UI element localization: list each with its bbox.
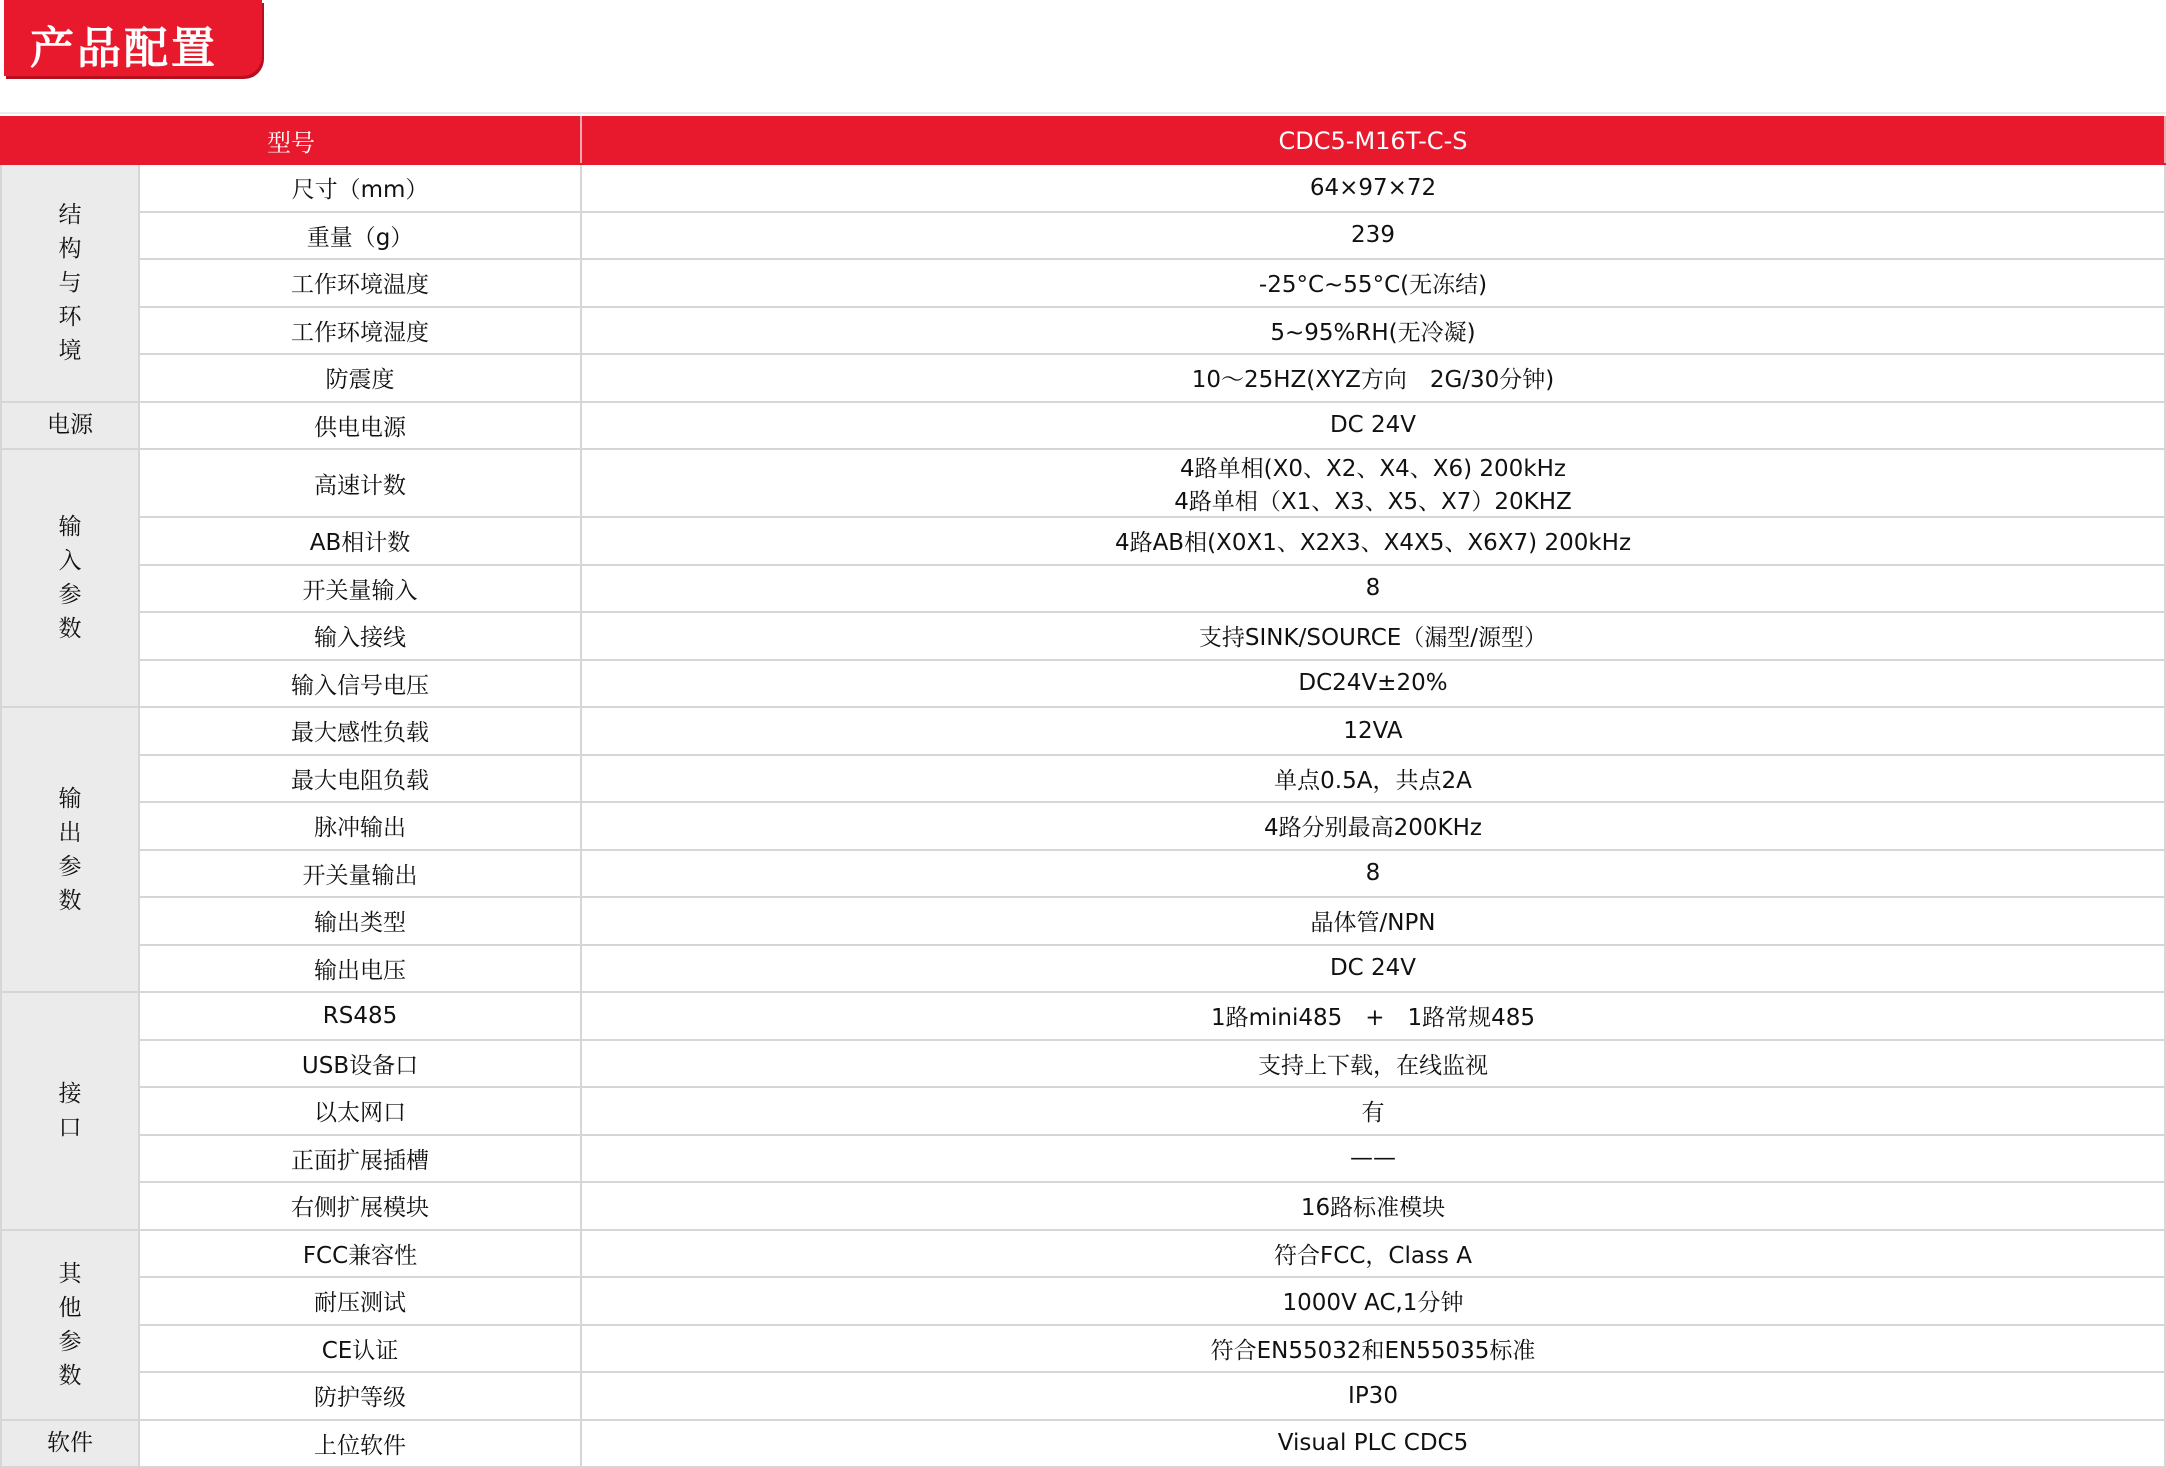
row-label: 上位软件 <box>139 1420 581 1468</box>
row-label: AB相计数 <box>139 517 581 565</box>
section-title-badge <box>4 0 262 76</box>
row-label: 供电电源 <box>139 402 581 450</box>
row-value: DC 24V <box>581 945 2165 993</box>
row-label: 开关量输出 <box>139 850 581 898</box>
table-row <box>1 1420 2165 1468</box>
table-row <box>1 1182 2165 1230</box>
row-value: 晶体管/NPN <box>581 897 2165 945</box>
row-value: 1路mini485 + 1路常规485 <box>581 992 2165 1040</box>
row-value-line-1: 4路单相(X0、X2、X4、X6) 200kHz <box>1179 456 1567 482</box>
row-label: 防护等级 <box>139 1372 581 1420</box>
row-value: 支持SINK/SOURCE（漏型/源型） <box>581 612 2165 660</box>
row-value: 8 <box>581 565 2165 613</box>
table-row <box>1 1135 2165 1183</box>
table-row <box>1 402 2165 450</box>
table-header-row <box>1 117 2165 164</box>
row-value: Visual PLC CDC5 <box>581 1420 2165 1468</box>
row-label: 最大电阻负载 <box>139 755 581 803</box>
group-label <box>1 449 139 707</box>
table-row <box>1 517 2165 565</box>
row-value: —— <box>581 1135 2165 1183</box>
group-label <box>1 992 139 1230</box>
table-row <box>1 1277 2165 1325</box>
group-label <box>1 1420 139 1468</box>
row-label: 输入接线 <box>139 612 581 660</box>
row-label: 工作环境湿度 <box>139 307 581 355</box>
row-value: 16路标准模块 <box>581 1182 2165 1230</box>
group-label-text: 接 口 <box>58 1080 82 1141</box>
row-label: 输出电压 <box>139 945 581 993</box>
row-value: DC 24V <box>581 402 2165 450</box>
row-value: 1000V AC,1分钟 <box>581 1277 2165 1325</box>
group-label <box>1 402 139 450</box>
table-row <box>1 1372 2165 1420</box>
row-label: USB设备口 <box>139 1040 581 1088</box>
row-label: 最大感性负载 <box>139 707 581 755</box>
row-label: 工作环境温度 <box>139 259 581 307</box>
row-label: 高速计数 <box>139 449 581 517</box>
table-row <box>1 1087 2165 1135</box>
group-label <box>1 1230 139 1420</box>
row-label: 脉冲输出 <box>139 802 581 850</box>
group-label <box>1 707 139 992</box>
row-label: FCC兼容性 <box>139 1230 581 1278</box>
row-value: 支持上下载，在线监视 <box>581 1040 2165 1088</box>
row-label: 输出类型 <box>139 897 581 945</box>
row-value: 239 <box>581 212 2165 260</box>
row-label: 防震度 <box>139 354 581 402</box>
group-label-text: 软件 <box>47 1430 93 1457</box>
table-row <box>1 212 2165 260</box>
row-label: 重量（g） <box>139 212 581 260</box>
group-label <box>1 164 139 402</box>
table-row <box>1 354 2165 402</box>
table-row <box>1 1230 2165 1278</box>
group-label-text: 电源 <box>47 412 93 439</box>
table-row <box>1 164 2165 212</box>
table-row <box>1 755 2165 803</box>
row-value: 4路AB相(X0X1、X2X3、X4X5、X6X7) 200kHz <box>581 517 2165 565</box>
row-value-line-2: 4路单相（X1、X3、X5、X7）20KHZ <box>1174 489 1572 515</box>
group-label-text: 结 构 与 环 境 <box>58 201 82 364</box>
table-row <box>1 850 2165 898</box>
row-value: 符合EN55032和EN55035标准 <box>581 1325 2165 1373</box>
row-value: 12VA <box>581 707 2165 755</box>
row-value: 有 <box>581 1087 2165 1135</box>
row-label: 耐压测试 <box>139 1277 581 1325</box>
row-value <box>581 449 2165 517</box>
row-label: CE认证 <box>139 1325 581 1373</box>
table-row <box>1 660 2165 708</box>
table-row <box>1 1325 2165 1373</box>
header-model-value: CDC5-M16T-C-S <box>581 117 2165 164</box>
table-row <box>1 612 2165 660</box>
top-divider <box>0 112 2166 114</box>
row-value: 8 <box>581 850 2165 898</box>
table-row <box>1 897 2165 945</box>
row-value: -25°C~55°C(无冻结) <box>581 259 2165 307</box>
group-label-text: 输 出 参 数 <box>58 785 82 914</box>
table-row <box>1 449 2165 517</box>
row-label: RS485 <box>139 992 581 1040</box>
row-value: 64×97×72 <box>581 164 2165 212</box>
row-label: 右侧扩展模块 <box>139 1182 581 1230</box>
row-value: IP30 <box>581 1372 2165 1420</box>
header-model-label: 型号 <box>1 117 581 164</box>
row-value: 10～25HZ(XYZ方向 2G/30分钟) <box>581 354 2165 402</box>
table-row <box>1 945 2165 993</box>
row-value: 符合FCC，Class A <box>581 1230 2165 1278</box>
row-value: 单点0.5A，共点2A <box>581 755 2165 803</box>
table-row <box>1 802 2165 850</box>
group-label-text: 输 入 参 数 <box>58 514 82 642</box>
table-row <box>1 307 2165 355</box>
row-value: 4路分别最高200KHz <box>581 802 2165 850</box>
group-label-text: 其 他 参 数 <box>58 1260 82 1389</box>
table-row <box>1 565 2165 613</box>
table-row <box>1 707 2165 755</box>
table-row <box>1 1040 2165 1088</box>
row-label: 正面扩展插槽 <box>139 1135 581 1183</box>
row-label: 尺寸（mm） <box>139 164 581 212</box>
table-row <box>1 259 2165 307</box>
row-value: 5~95%RH(无冷凝) <box>581 307 2165 355</box>
section-title: 产品配置 <box>30 23 218 74</box>
row-label: 输入信号电压 <box>139 660 581 708</box>
row-value: DC24V±20% <box>581 660 2165 708</box>
table-row <box>1 992 2165 1040</box>
row-label: 开关量输入 <box>139 565 581 613</box>
row-label: 以太网口 <box>139 1087 581 1135</box>
spec-table <box>0 116 2166 1468</box>
